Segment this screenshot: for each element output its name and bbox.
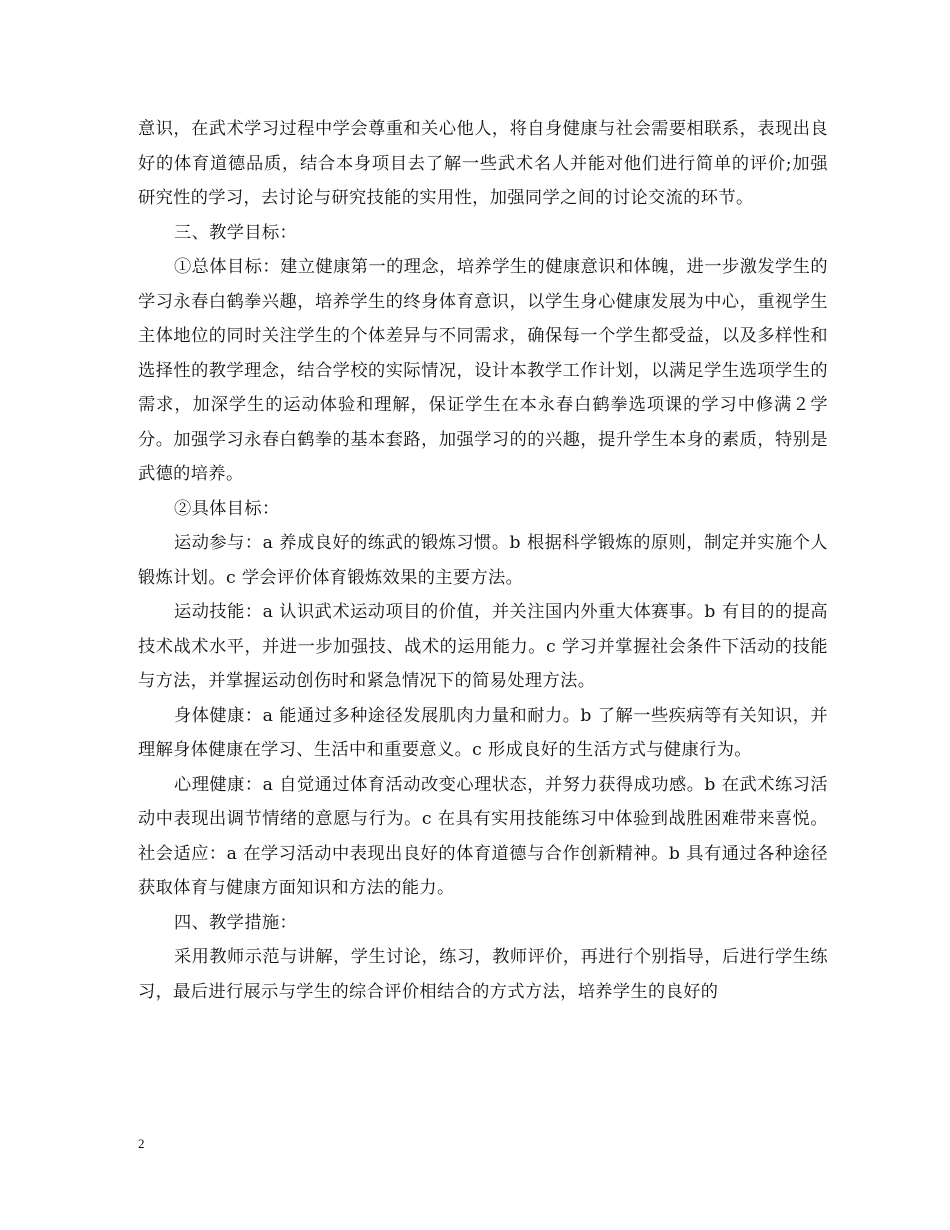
paragraph-sports-participation: 运动参与：a 养成良好的练武的锻炼习惯。b 根据科学锻炼的原则，制定并实施个人锻炼计划。c 学会评价体育锻炼效果的主要方法。 xyxy=(138,533,828,588)
document-body xyxy=(138,112,828,1009)
heading-specific-goals: ②具体目标： xyxy=(174,498,280,519)
paragraph-teaching-methods: 采用教师示范与讲解，学生讨论，练习，教师评价，再进行个别指导，后进行学生练习，最后进行展示与学生的综合评价相结合的方式方法，培养学生的良好的 xyxy=(138,947,828,1002)
paragraph-sports-skills: 运动技能：a 认识武术运动项目的价值，并关注国内外重大体赛事。b 有目的的提高技术战术水平，并进一步加强技、战术的运用能力。c 学习并掌握社会条件下活动的技能与方法，并掌握运动创伤时和紧急情况下的简易处理方法。 xyxy=(138,602,828,691)
paragraph-intro-continuation: 意识，在武术学习过程中学会尊重和关心他人，将自身健康与社会需要相联系，表现出良好的体育道德品质，结合本身项目去了解一些武术名人并能对他们进行简单的评价;加强研究性的学习，去讨论与研究技能的实用性，加强同学之间的讨论交流的环节。 xyxy=(138,119,828,208)
paragraph-physical-health: 身体健康：a 能通过多种途径发展肌肉力量和耐力。b 了解一些疾病等有关知识，并理解身体健康在学习、生活中和重要意义。c 形成良好的生活方式与健康行为。 xyxy=(138,705,828,760)
paragraph-overall-goal: ①总体目标：建立健康第一的理念，培养学生的健康意识和体魄，进一步激发学生的学习永春白鹤拳兴趣，培养学生的终身体育意识，以学生身心健康发展为中心，重视学生主体地位的同时关注学生的个体差异与不同需求，确保每一个学生都受益，以及多样性和选择性的教学理念，结合学校的实际情况，设计本教学工作计划，以满足学生选项学生的需求，加深学生的运动体验和理解，保证学生在本永春白鹤拳选项课的学习中修满２学分。加强学习永春白鹤拳的基本套路，加强学习的的兴趣，提升学生本身的素质，特别是武德的培养。 xyxy=(138,257,828,484)
heading-teaching-goals: 三、教学目标： xyxy=(174,222,298,243)
paragraph-mental-health: 心理健康：a 自觉通过体育活动改变心理状态，并努力获得成功感。b 在武术练习活动中表现出调节情绪的意愿与行为。c 在具有实用技能练习中体验到战胜困难带来喜悦。社会适应：a 在学习活动中表现出良好的体育道德与合作创新精神。b 具有通过各种途径获取体育与健康方面知识和方法的能力。 xyxy=(138,774,828,898)
heading-teaching-measures: 四、教学措施： xyxy=(174,912,298,933)
page-number: 2 xyxy=(138,1136,145,1151)
